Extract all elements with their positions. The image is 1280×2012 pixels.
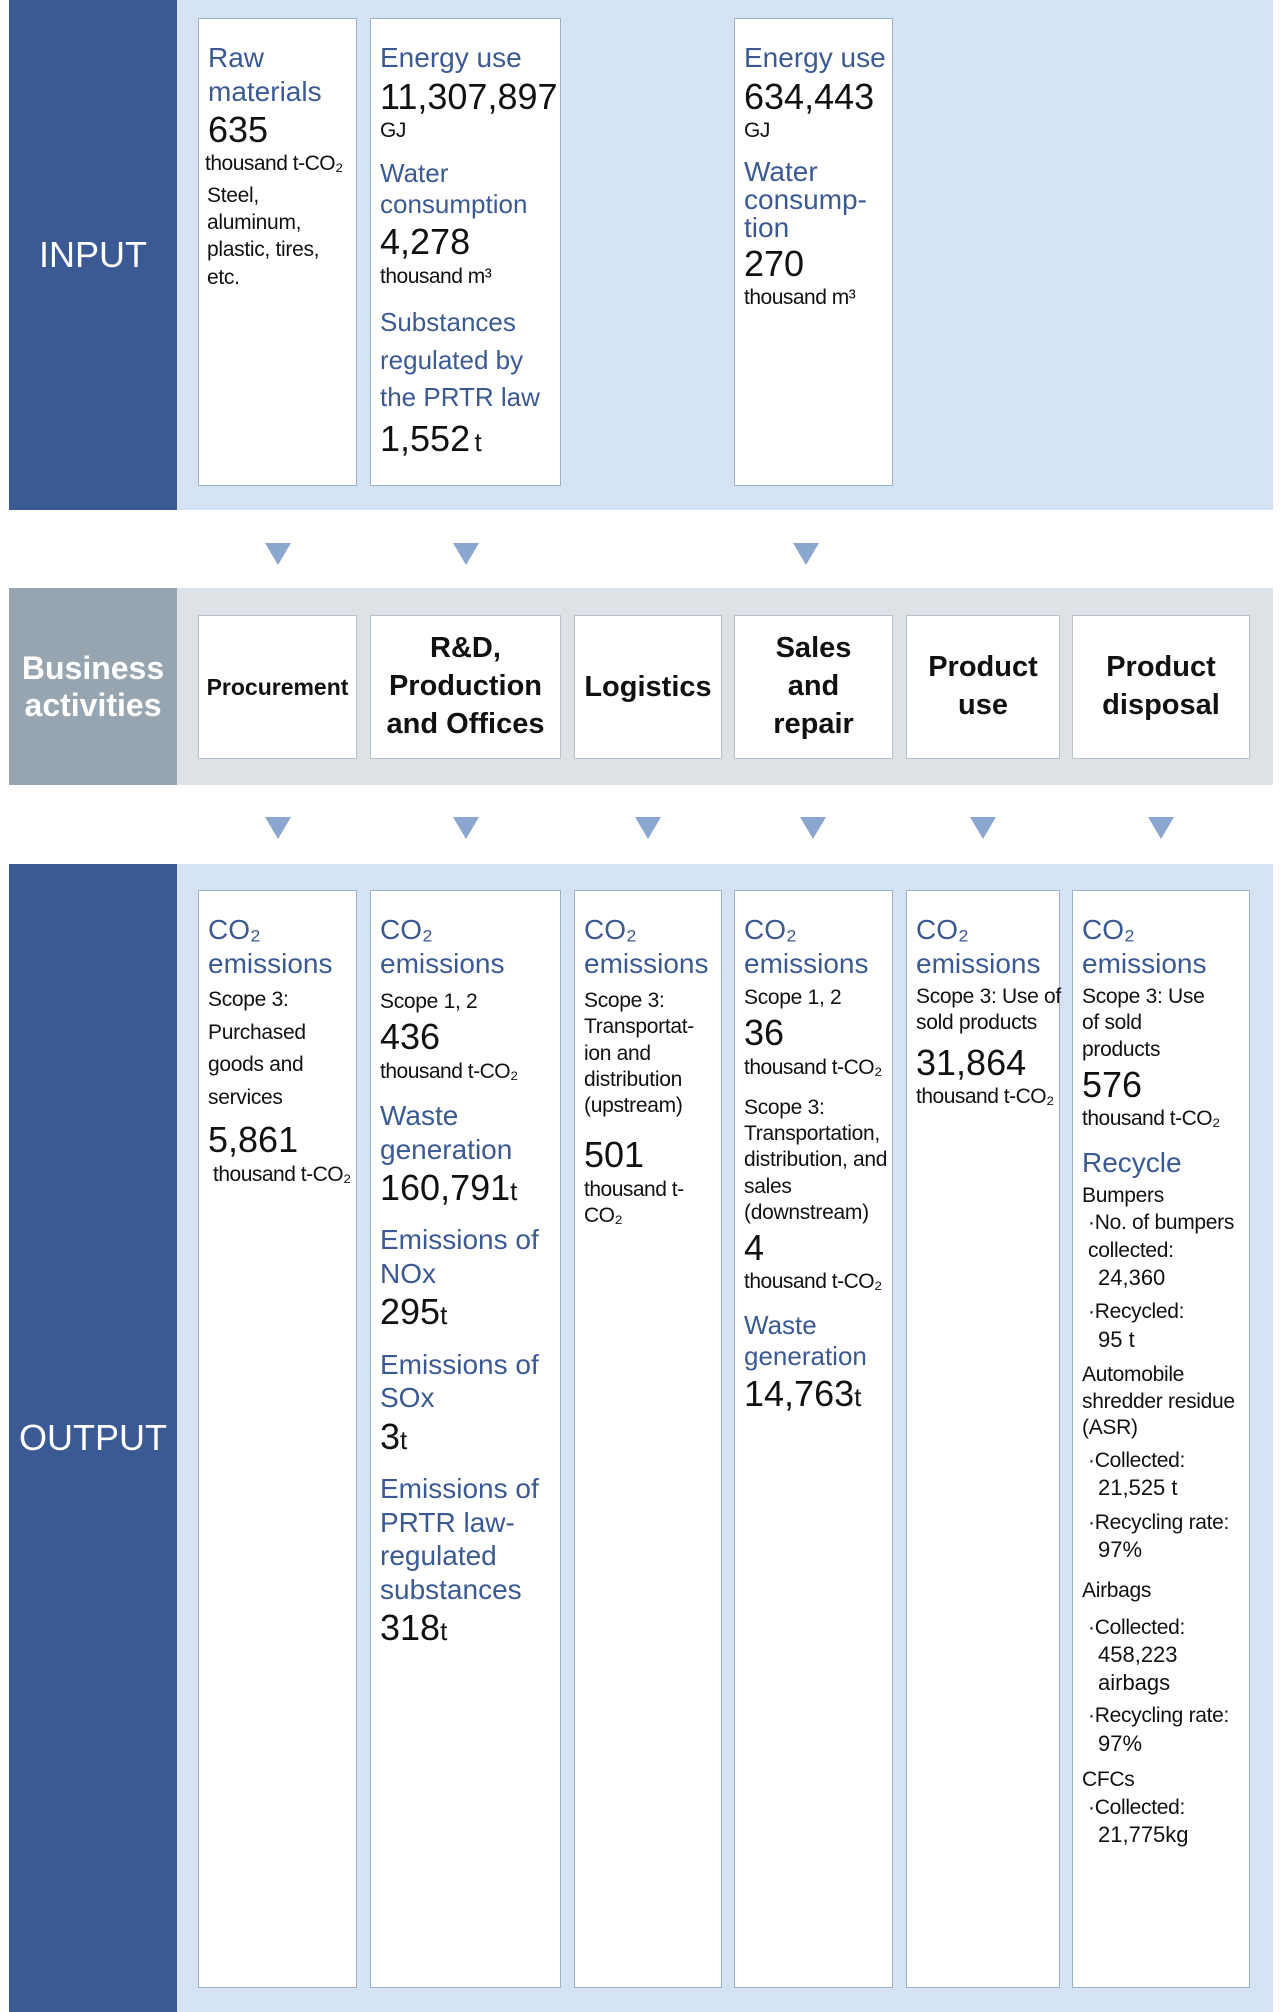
- sales-co2-heading: CO₂ emissions: [744, 914, 869, 979]
- production-waste-unit: t: [510, 1176, 517, 1207]
- sales-co2-unit3: thousand t-CO₂: [744, 1270, 882, 1294]
- production-water-heading: Water consumption: [380, 158, 528, 220]
- asr-collected-value: 21,525 t: [1098, 1475, 1178, 1501]
- output-disposal-box: [1072, 890, 1250, 1988]
- production-prtr-emissions-unit: t: [440, 1616, 447, 1647]
- raw-materials-value: 635: [208, 109, 269, 151]
- arrow-down-icon: [265, 543, 291, 565]
- production-sox-heading: Emissions of SOx: [380, 1348, 539, 1414]
- business-sales: Sales and repair: [734, 615, 893, 759]
- bumpers-recycled-label: ·Recycled:: [1088, 1300, 1185, 1324]
- production-sox-unit: t: [400, 1424, 407, 1455]
- procurement-scope: Scope 3: Purchased goods and services: [208, 988, 306, 1109]
- sales-energy-heading: Energy use: [744, 42, 886, 73]
- asr-collected-label: ·Collected:: [1088, 1449, 1186, 1473]
- cfcs-collected-value: 21,775kg: [1098, 1821, 1189, 1847]
- logistics-co2-heading: CO₂ emissions: [584, 914, 709, 979]
- bullet-icon: ·: [1088, 1616, 1095, 1640]
- business-label: Business activities: [9, 588, 177, 785]
- procurement-co2-heading: CO₂ emissions: [208, 914, 333, 979]
- use-scope: Scope 3: Use of sold products: [916, 985, 1061, 1035]
- bumpers-recycled-value: 95 t: [1098, 1326, 1135, 1352]
- sales-co2-unit1: thousand t-CO₂: [744, 1055, 882, 1079]
- sales-scope1: Scope 1, 2: [744, 986, 842, 1010]
- production-prtr-emissions-heading: Emissions of PRTR law-regulated substances: [380, 1473, 539, 1605]
- asr-rate-label: ·Recycling rate:: [1088, 1510, 1230, 1534]
- production-prtr-emissions-value: 318: [380, 1607, 441, 1649]
- raw-materials-heading: Raw materials: [208, 42, 322, 107]
- output-logistics-box: [574, 890, 722, 1988]
- production-co2-unit: thousand t-CO₂: [380, 1059, 518, 1083]
- use-co2-value: 31,864: [916, 1041, 1027, 1083]
- bullet-icon: ·: [1088, 1795, 1095, 1819]
- production-nox-heading: Emissions of NOx: [380, 1224, 539, 1289]
- business-product-use: Product use: [906, 615, 1060, 759]
- production-scope: Scope 1, 2: [380, 990, 478, 1014]
- output-sales-box: [734, 890, 893, 1988]
- disposal-scope: Scope 3: Use of sold products: [1082, 985, 1205, 1061]
- sales-waste-unit: t: [854, 1381, 861, 1412]
- output-use-box: [906, 890, 1060, 1988]
- sales-water-value: 270: [744, 243, 805, 285]
- input-sales-box: [734, 18, 893, 486]
- sales-waste-heading: Waste generation: [744, 1309, 867, 1371]
- asr-rate-value: 97%: [1098, 1537, 1143, 1563]
- raw-materials-unit: thousand t-CO₂: [205, 152, 343, 176]
- logistics-co2-value: 501: [584, 1134, 645, 1176]
- production-waste-heading: Waste generation: [380, 1099, 513, 1165]
- arrow-down-icon: [800, 817, 826, 839]
- production-energy-unit: GJ: [380, 118, 406, 142]
- input-production-box: [370, 18, 561, 486]
- production-sox-row: [380, 1415, 560, 1458]
- input-label: INPUT: [9, 0, 177, 510]
- sales-co2-value3: 4: [744, 1227, 765, 1269]
- production-energy-value: 11,307,897: [380, 75, 558, 117]
- production-energy-heading: Energy use: [380, 42, 522, 73]
- disposal-co2-heading: CO₂ emissions: [1082, 914, 1207, 979]
- airbags-rate-label: ·Recycling rate:: [1088, 1704, 1230, 1728]
- sales-co2-value1: 36: [744, 1012, 785, 1054]
- use-co2-unit: thousand t-CO₂: [916, 1084, 1054, 1108]
- production-prtr-row: [380, 417, 560, 460]
- raw-materials-note: Steel, aluminum, plastic, tires, etc.: [207, 183, 320, 289]
- sales-water-unit: thousand m³: [744, 286, 856, 310]
- production-nox-unit: t: [440, 1300, 447, 1331]
- production-prtr-heading: Substances regulated by the PRTR law: [380, 306, 540, 413]
- arrow-down-icon: [453, 543, 479, 565]
- bumpers-heading: Bumpers: [1082, 1183, 1164, 1207]
- bullet-icon: ·: [1088, 1449, 1095, 1473]
- arrow-down-icon: [453, 817, 479, 839]
- airbags-collected-label: ·Collected:: [1088, 1616, 1186, 1640]
- asr-heading: Automobile shredder residue (ASR): [1082, 1363, 1235, 1439]
- arrow-down-icon: [793, 543, 819, 565]
- bullet-icon: ·: [1088, 1510, 1095, 1534]
- arrow-down-icon: [1148, 817, 1174, 839]
- bullet-icon: ·: [1088, 1300, 1095, 1324]
- production-water-unit: thousand m³: [380, 264, 492, 288]
- sales-energy-unit: GJ: [744, 118, 770, 142]
- disposal-co2-unit: thousand t-CO₂: [1082, 1107, 1220, 1131]
- production-co2-heading: CO₂ emissions: [380, 914, 505, 979]
- sales-scope3: Scope 3: Transportation, distribution, and sales (downstream): [744, 1095, 888, 1224]
- sales-water-heading: Water consump- tion: [744, 156, 867, 244]
- business-procurement: Procurement: [198, 615, 357, 759]
- cfcs-heading: CFCs: [1082, 1768, 1135, 1792]
- airbags-collected-value: 458,223 airbags: [1098, 1642, 1178, 1695]
- cfcs-collected-label: ·Collected:: [1088, 1795, 1186, 1819]
- procurement-co2-value: 5,861: [208, 1119, 299, 1161]
- bullet-icon: ·: [1088, 1211, 1095, 1235]
- disposal-co2-value: 576: [1082, 1063, 1143, 1105]
- production-water-value: 4,278: [380, 221, 471, 263]
- production-co2-value: 436: [380, 1016, 441, 1058]
- production-waste-row: [380, 1166, 560, 1209]
- output-production-box: [370, 890, 561, 1988]
- production-sox-value: 3: [380, 1415, 401, 1457]
- production-prtr-emissions-row: [380, 1606, 560, 1649]
- logistics-co2-unit: thousand t-CO₂: [584, 1177, 684, 1227]
- bumpers-collected-value: 24,360: [1098, 1264, 1166, 1290]
- use-co2-heading: CO₂ emissions: [916, 914, 1041, 979]
- business-logistics: Logistics: [574, 615, 722, 759]
- output-label: OUTPUT: [9, 864, 177, 2012]
- sales-energy-value: 634,443: [744, 75, 875, 117]
- business-production: R&D, Production and Offices: [370, 615, 561, 759]
- procurement-co2-unit: thousand t-CO₂: [213, 1162, 351, 1186]
- recycle-heading: Recycle: [1082, 1147, 1182, 1179]
- bullet-icon: ·: [1088, 1704, 1095, 1728]
- production-prtr-value: 1,552: [380, 417, 471, 459]
- sales-waste-value: 14,763: [744, 1372, 855, 1414]
- output-procurement-box: [198, 890, 357, 1988]
- airbags-heading: Airbags: [1082, 1578, 1152, 1602]
- airbags-rate-value: 97%: [1098, 1730, 1143, 1756]
- business-product-disposal: Product disposal: [1072, 615, 1250, 759]
- production-nox-row: [380, 1290, 560, 1333]
- sales-waste-row: [744, 1372, 892, 1415]
- input-raw-materials-box: [198, 18, 357, 486]
- production-prtr-unit: t: [474, 426, 482, 457]
- bumpers-collected-label: ·No. of bumpers collected:: [1088, 1211, 1235, 1262]
- arrow-down-icon: [970, 817, 996, 839]
- production-nox-value: 295: [380, 1291, 441, 1333]
- arrow-down-icon: [635, 817, 661, 839]
- logistics-scope: Scope 3: Transportat- ion and distribution (upstream): [584, 989, 694, 1118]
- arrow-down-icon: [265, 817, 291, 839]
- production-waste-value: 160,791: [380, 1167, 511, 1209]
